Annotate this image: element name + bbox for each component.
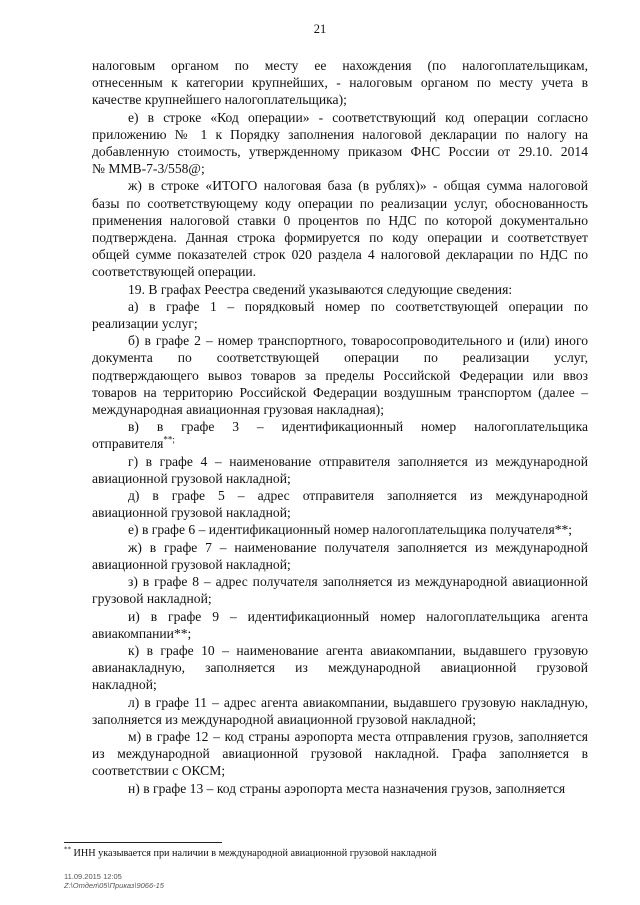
paragraph-m <box>92 728 588 780</box>
paragraph-e2 <box>92 521 588 538</box>
text-line: а) в графе 1 – порядковый номер по соответствующей операции по <box>128 298 588 314</box>
paragraph-i <box>92 608 588 642</box>
paragraph-k <box>92 642 588 694</box>
text-line: г) в графе 4 – наименование отправителя заполняется из международной <box>128 453 588 469</box>
document-body <box>92 57 588 797</box>
text-line: приложению № 1 к Порядку заполнения налоговой декларации по налогу на <box>92 126 588 142</box>
text-line: авиационной грузовой накладной; <box>92 470 291 486</box>
text-line: д) в графе 5 – адрес отправителя заполняется из международной <box>128 488 588 504</box>
text-line: б) в графе 2 – номер транспортного, товаросопроводительного и (или) иного <box>128 333 588 349</box>
paragraph-a <box>92 298 588 332</box>
text-line: применения налоговой ставки 0 процентов по НДС по которой документально <box>92 212 588 228</box>
paragraph-cont <box>92 57 588 109</box>
text-line: отправителя <box>92 436 164 452</box>
text-line: накладной; <box>92 677 157 693</box>
paragraph-p19 <box>92 281 588 298</box>
text-line: к) в графе 10 – наименование агента авиакомпании, выдавшего грузовую <box>128 642 588 658</box>
text-line: общей сумме показателей строк 020 раздела 4 налоговой декларации по НДС по <box>92 247 588 263</box>
text-line: м) в графе 12 – код страны аэропорта места отправления грузов, заполняется <box>128 728 588 744</box>
footnote-marker: ** <box>64 845 71 854</box>
text-line: л) в графе 11 – адрес агента авиакомпании, выдавшего грузовую накладную, <box>128 694 588 710</box>
paragraph-e <box>92 109 588 178</box>
footnote-reference: **; <box>163 434 175 445</box>
text-line: отнесенным к категории крупнейших, - налоговым органом по месту учета в <box>92 75 588 91</box>
text-line: в) в графе 3 – идентификационный номер налогоплательщика <box>128 419 588 435</box>
text-line: налоговым органом по месту ее нахождения (по налогоплательщикам, <box>92 58 588 73</box>
print-timestamp: 11.09.2015 12:05 <box>64 872 122 881</box>
text-line: е) в графе 6 – идентификационный номер налогоплательщика получателя**; <box>128 522 573 538</box>
text-line: заполняется из международной авиационной грузовой накладной; <box>92 711 476 727</box>
paragraph-zh <box>92 177 588 280</box>
text-line: авианакладную, заполняется из международной авиационной грузовой <box>92 660 588 676</box>
footnote <box>64 845 604 860</box>
text-line: документа по соответствующей операции по реализации услуг, <box>92 350 588 366</box>
paragraph-n <box>92 780 588 797</box>
file-path: Z:\Отдел\05\Приказ\9066-15 <box>64 881 164 890</box>
paragraph-d <box>92 487 588 521</box>
text-line: н) в графе 13 – код страны аэропорта места назначения грузов, заполняется <box>128 780 566 796</box>
paragraph-v <box>92 418 588 452</box>
text-line: базы по соответствующему коду операции по реализации услуг, обоснованность <box>92 195 588 211</box>
text-line: из международной авиационной грузовой накладной. Графа заполняется в <box>92 746 588 762</box>
text-line: 19. В графах Реестра сведений указываются следующие сведения: <box>128 281 513 297</box>
text-line: добавленную стоимость, утвержденному приказом ФНС России от 29.10. 2014 <box>92 144 588 160</box>
text-line: е) в строке «Код операции» - соответствующий код операции согласно <box>128 109 588 125</box>
text-line: ж) в строке «ИТОГО налоговая база (в рублях)» - общая сумма налоговой <box>128 178 588 194</box>
paragraph-b <box>92 332 588 418</box>
paragraph-l <box>92 694 588 728</box>
text-line: товаров на территорию Российской Федерации воздушным транспортом (далее – <box>92 384 588 400</box>
footnote-text: ИНН указывается при наличии в международной авиационной грузовой накладной <box>73 848 437 859</box>
text-line: реализации услуг; <box>92 316 198 332</box>
text-line: авиакомпании**; <box>92 625 192 641</box>
text-line: авиационной грузовой накладной; <box>92 505 291 521</box>
text-line: № ММВ-7-3/558@; <box>92 161 205 177</box>
text-line: авиационной грузовой накладной; <box>92 556 291 572</box>
text-line: з) в графе 8 – адрес получателя заполняется из международной авиационной <box>128 574 588 590</box>
text-line: соответствии с ОКСМ; <box>92 763 226 779</box>
text-line: соответствующей операции. <box>92 264 257 280</box>
text-line: ж) в графе 7 – наименование получателя заполняется из международной <box>128 539 588 555</box>
text-line: грузовой накладной; <box>92 591 212 607</box>
paragraph-zh2 <box>92 539 588 573</box>
footnote-divider <box>64 842 222 843</box>
text-line: качестве крупнейшего налогоплательщика); <box>92 92 347 108</box>
text-line: международная авиационная грузовая накладная); <box>92 402 384 418</box>
paragraph-g <box>92 453 588 487</box>
text-line: и) в графе 9 – идентификационный номер налогоплательщика агента <box>128 608 588 624</box>
text-line: подтверждающего вывоз товаров за пределы Российской Федерации или ввоз <box>92 367 588 383</box>
paragraph-z <box>92 573 588 607</box>
text-line: подтверждена. Данная строка формируется по коду операции и соответствует <box>92 230 588 246</box>
page-number: 21 <box>313 22 327 36</box>
